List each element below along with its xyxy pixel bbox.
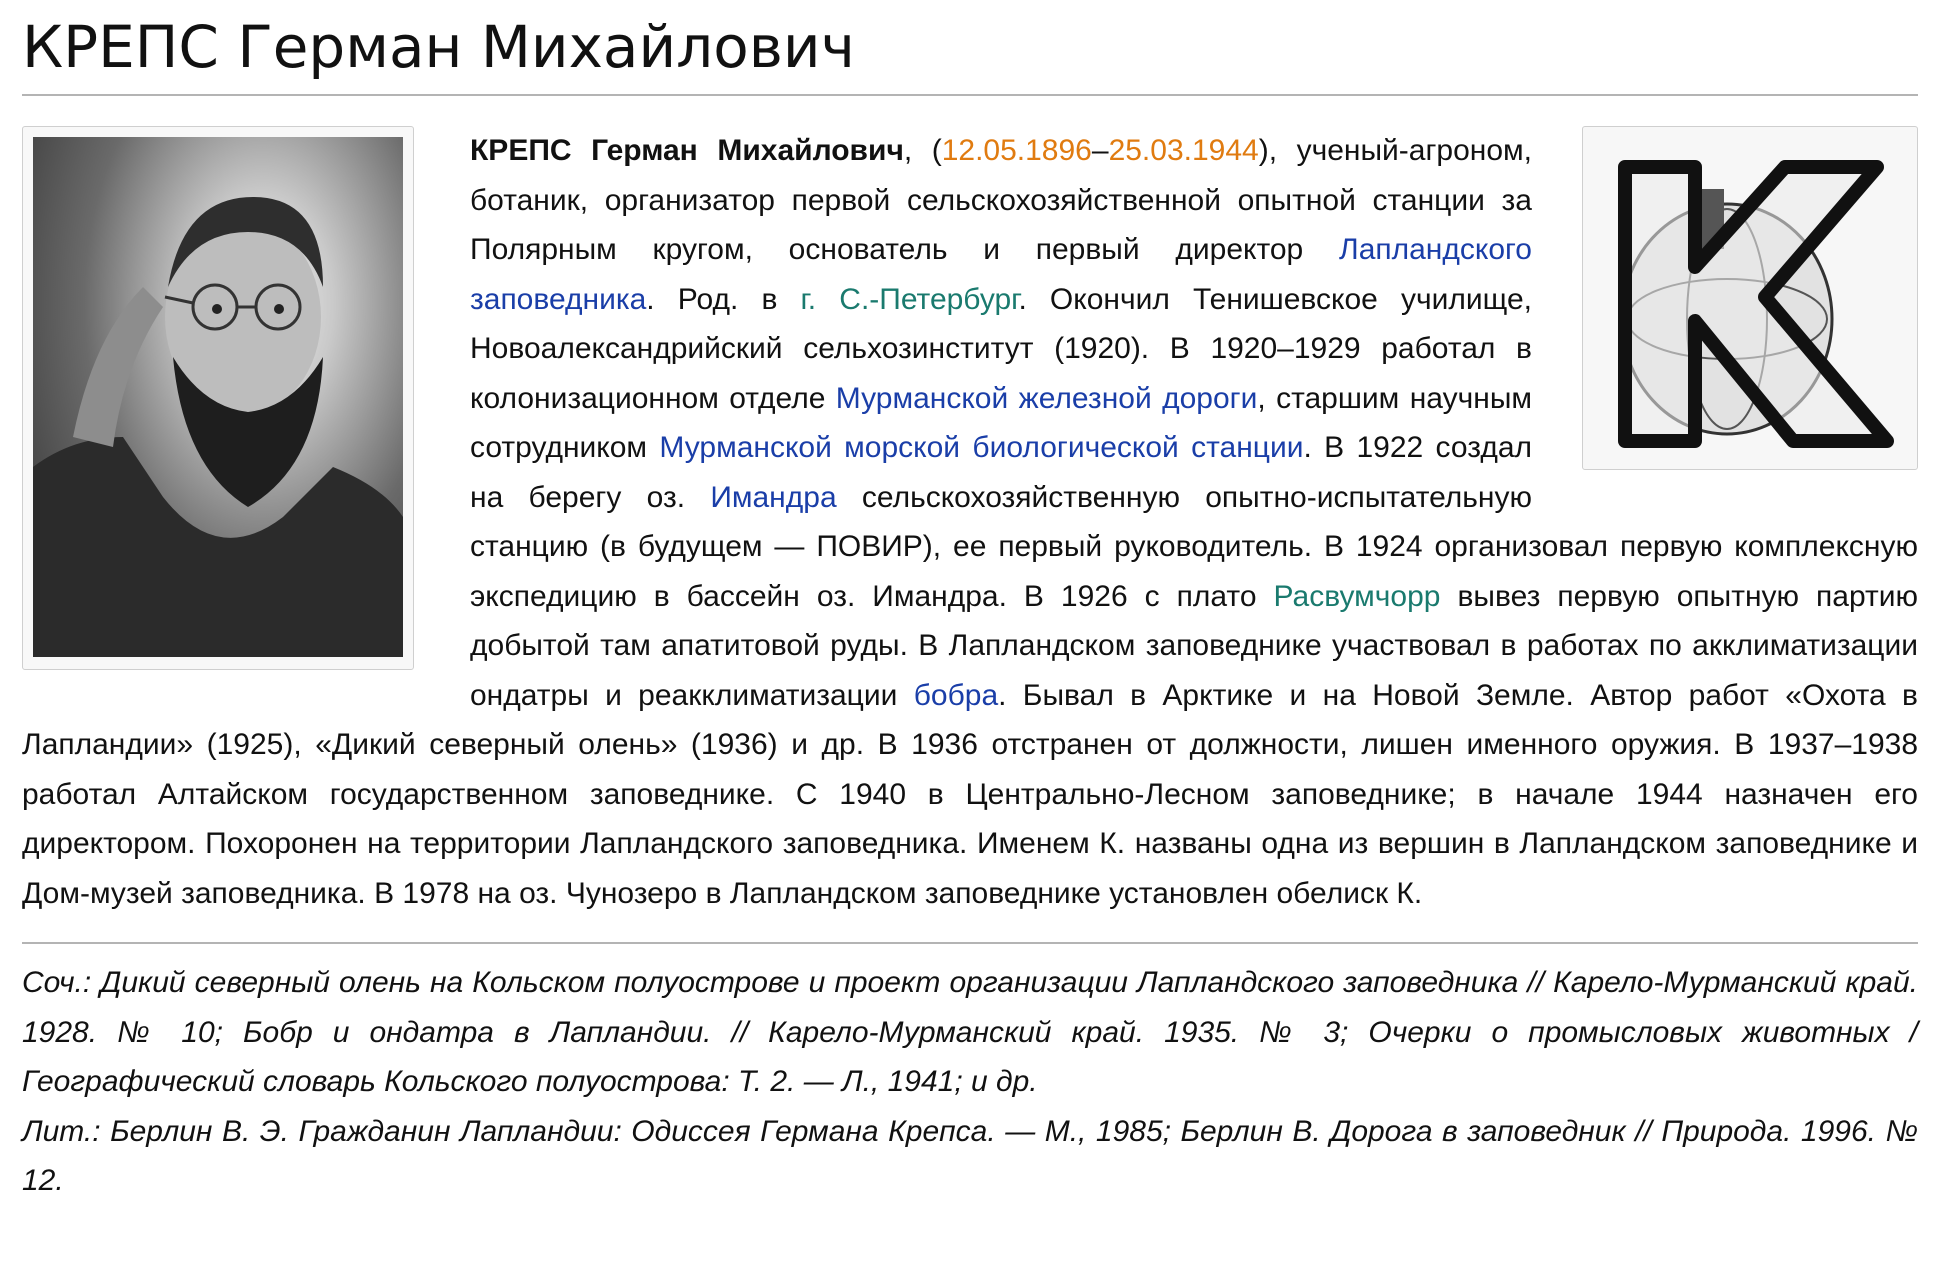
works-reference: Соч.: Дикий северный олень на Кольском полуострове и проект организации Лапландского заповедника // Карело-Мурманский край. 1928. № 10; Бобр и ондатра в Лапландии. // Карело-Мурманский край. 1935. № 3; Очерки о промысловых животных / Географический словарь Кольского полуострова: Т. 2. — Л., 1941; и др. bbox=[22, 966, 1918, 1098]
link-rasvumchorr[interactable]: Расвумчорр bbox=[1273, 579, 1441, 613]
bio-text-4: . Окончил Тенишевское училище, Новоалександрийский сельхозинститут (1920). В 1920–1929 работал в колонизационном отделе bbox=[470, 282, 1532, 415]
link-murmansk-biostation[interactable]: Мурманской морской биологической станции bbox=[659, 431, 1304, 464]
bio-text-8: вывез первую опытную партию добытой там апатитовой руды. В Лапландском заповеднике участвовал в работах по акклиматизации ондатры и реакклиматизации bbox=[470, 579, 1918, 712]
article-content bbox=[22, 126, 1918, 1206]
bio-text-6: . В 1922 создал на берегу оз. bbox=[470, 431, 1533, 514]
link-city-prefix[interactable]: г. bbox=[800, 282, 817, 316]
link-murmansk-railway[interactable]: Мурманской железной дороги bbox=[835, 381, 1258, 415]
link-imandra[interactable]: Имандра bbox=[710, 480, 837, 514]
date-dash: – bbox=[1091, 134, 1109, 167]
bio-sep: , ( bbox=[903, 134, 942, 167]
link-beaver[interactable]: бобра bbox=[913, 678, 999, 712]
bio-name: КРЕПС Герман Михайлович bbox=[470, 134, 904, 167]
literature-reference: Лит.: Берлин В. Э. Гражданин Лапландии: Одиссея Германа Крепса. — М., 1985; Берлин В. Дорога в заповедник // Природа. 1996. № 12. bbox=[22, 1114, 1918, 1197]
link-lapland-reserve[interactable]: Лапландского заповедника bbox=[470, 233, 1532, 316]
bio-text-5: , старшим научным сотрудником bbox=[470, 381, 1533, 464]
title-divider bbox=[22, 94, 1918, 96]
logo-frame[interactable] bbox=[1582, 126, 1918, 470]
bio-text-7: сельскохозяйственную опытно-испытательную станцию (в будущем — ПОВИР), ее первый руководитель. В 1924 организовал первую комплексную экспедицию в бассейн оз. Имандра. В 1926 с плато bbox=[470, 480, 1918, 613]
birth-date-link[interactable]: 12.05.1896 bbox=[941, 134, 1092, 167]
bio-text-3 bbox=[816, 283, 839, 316]
death-date-link[interactable]: 25.03.1944 bbox=[1108, 134, 1259, 167]
references-divider bbox=[22, 942, 1918, 944]
bio-text-2: . Род. в bbox=[646, 282, 801, 316]
bio-text-1: ), ученый-агроном, ботаник, организатор первой сельскохозяйственной опытной станции за Полярным кругом, основатель и первый директор bbox=[470, 134, 1532, 266]
portrait-illustration bbox=[33, 137, 403, 657]
portrait-frame[interactable] bbox=[22, 126, 414, 670]
bio-text-9: . Бывал в Арктике и на Новой Земле. Автор работ «Охота в Лапландии» (1925), «Дикий северный олень» (1936) и др. В 1936 отстранен от должности, лишен именного оружия. В 1937–1938 работал Алтайском государственном заповеднике. С 1940 в Центрально-Лесном заповеднике; в начале 1944 назначен его директором. Похоронен на территории Лапландского заповедника. Именем К. названы одна из вершин в Лапландском заповеднике и Дом-музей заповедника. В 1978 на оз. Чунозеро в Лапландском заповеднике установлен обелиск К. bbox=[22, 678, 1918, 910]
letter-k-logo-icon bbox=[1607, 149, 1895, 449]
link-st-petersburg[interactable]: С.-Петербург bbox=[839, 282, 1019, 316]
page-title: КРЕПС Герман Михайлович bbox=[22, 13, 855, 81]
portrait-photo[interactable] bbox=[33, 137, 403, 657]
